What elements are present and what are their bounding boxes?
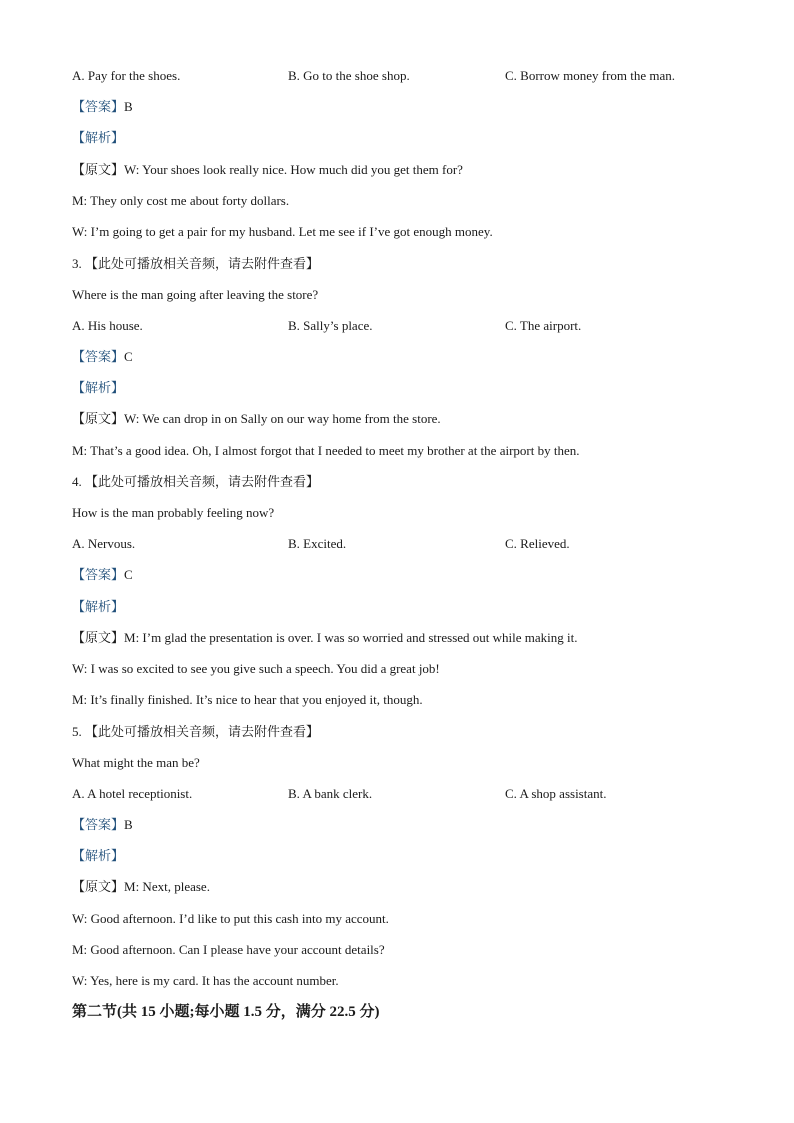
transcript-label: 【原文】 — [72, 411, 125, 426]
transcript-text: W: Your shoes look really nice. How much did you get them for? — [124, 162, 463, 177]
q5-answer — [72, 816, 133, 834]
answer-value: B — [124, 817, 133, 832]
q4-analysis-label: 【解析】 — [72, 599, 125, 614]
q3-transcript-line-2: M: That’s a good idea. Oh, I almost forgot that I needed to meet my brother at the airport by then. — [72, 443, 580, 458]
q2-option-a: A. Pay for the shoes. — [72, 68, 181, 83]
q5-transcript-line-2: W: Good afternoon. I’d like to put this cash into my account. — [72, 911, 389, 926]
q2-transcript-line-2: M: They only cost me about forty dollars. — [72, 193, 290, 208]
q2-transcript-line-3: W: I’m going to get a pair for my husband. Let me see if I’ve got enough money. — [72, 224, 493, 239]
q4-question: How is the man probably feeling now? — [72, 505, 275, 520]
q4-transcript-line-1 — [72, 629, 577, 647]
q3-transcript-line-1 — [72, 410, 441, 428]
transcript-text: W: We can drop in on Sally on our way home from the store. — [124, 411, 441, 426]
q2-analysis-label: 【解析】 — [72, 130, 125, 145]
q5-options — [72, 785, 732, 803]
transcript-text: M: Next, please. — [124, 879, 210, 894]
answer-label: 【答案】 — [72, 99, 125, 114]
q3-analysis-label: 【解析】 — [72, 380, 125, 395]
q2-transcript-line-1 — [72, 161, 463, 179]
answer-value: C — [124, 567, 133, 582]
q5-option-c: C. A shop assistant. — [505, 786, 607, 801]
transcript-label: 【原文】 — [72, 630, 125, 645]
q4-option-b: B. Excited. — [288, 536, 347, 551]
q3-options — [72, 317, 732, 335]
q2-option-c: C. Borrow money from the man. — [505, 68, 676, 83]
transcript-label: 【原文】 — [72, 162, 125, 177]
q5-transcript-line-4: W: Yes, here is my card. It has the account number. — [72, 973, 339, 988]
q5-option-b: B. A bank clerk. — [288, 786, 373, 801]
q3-header[interactable]: 3. 【此处可播放相关音频，请去附件查看】 — [72, 256, 320, 271]
q5-question: What might the man be? — [72, 755, 200, 770]
q3-option-b: B. Sally’s place. — [288, 318, 373, 333]
answer-value: B — [124, 99, 133, 114]
q3-question: Where is the man going after leaving the store? — [72, 287, 319, 302]
q5-header[interactable]: 5. 【此处可播放相关音频，请去附件查看】 — [72, 724, 320, 739]
q2-answer — [72, 98, 133, 116]
q4-transcript-line-2: W: I was so excited to see you give such a speech. You did a great job! — [72, 661, 440, 676]
q4-option-a: A. Nervous. — [72, 536, 136, 551]
q5-analysis-label: 【解析】 — [72, 848, 125, 863]
q4-option-c: C. Relieved. — [505, 536, 570, 551]
q4-options — [72, 535, 732, 553]
q2-option-b: B. Go to the shoe shop. — [288, 68, 410, 83]
q5-option-a: A. A hotel receptionist. — [72, 786, 193, 801]
transcript-label: 【原文】 — [72, 879, 125, 894]
q3-option-c: C. The airport. — [505, 318, 582, 333]
answer-value: C — [124, 349, 133, 364]
q5-transcript-line-3: M: Good afternoon. Can I please have your account details? — [72, 942, 385, 957]
q4-answer — [72, 566, 133, 584]
q4-header[interactable]: 4. 【此处可播放相关音频，请去附件查看】 — [72, 474, 320, 489]
q5-transcript-line-1 — [72, 878, 210, 896]
q3-option-a: A. His house. — [72, 318, 143, 333]
transcript-text: M: I’m glad the presentation is over. I was so worried and stressed out while making it. — [124, 630, 578, 645]
section-heading: 第二节(共 15 小题;每小题 1.5 分，满分 22.5 分) — [72, 1004, 380, 1020]
answer-label: 【答案】 — [72, 567, 125, 582]
q2-options — [72, 67, 732, 85]
q4-transcript-line-3: M: It’s finally finished. It’s nice to hear that you enjoyed it, though. — [72, 692, 423, 707]
answer-label: 【答案】 — [72, 349, 125, 364]
q3-answer — [72, 348, 133, 366]
answer-label: 【答案】 — [72, 817, 125, 832]
